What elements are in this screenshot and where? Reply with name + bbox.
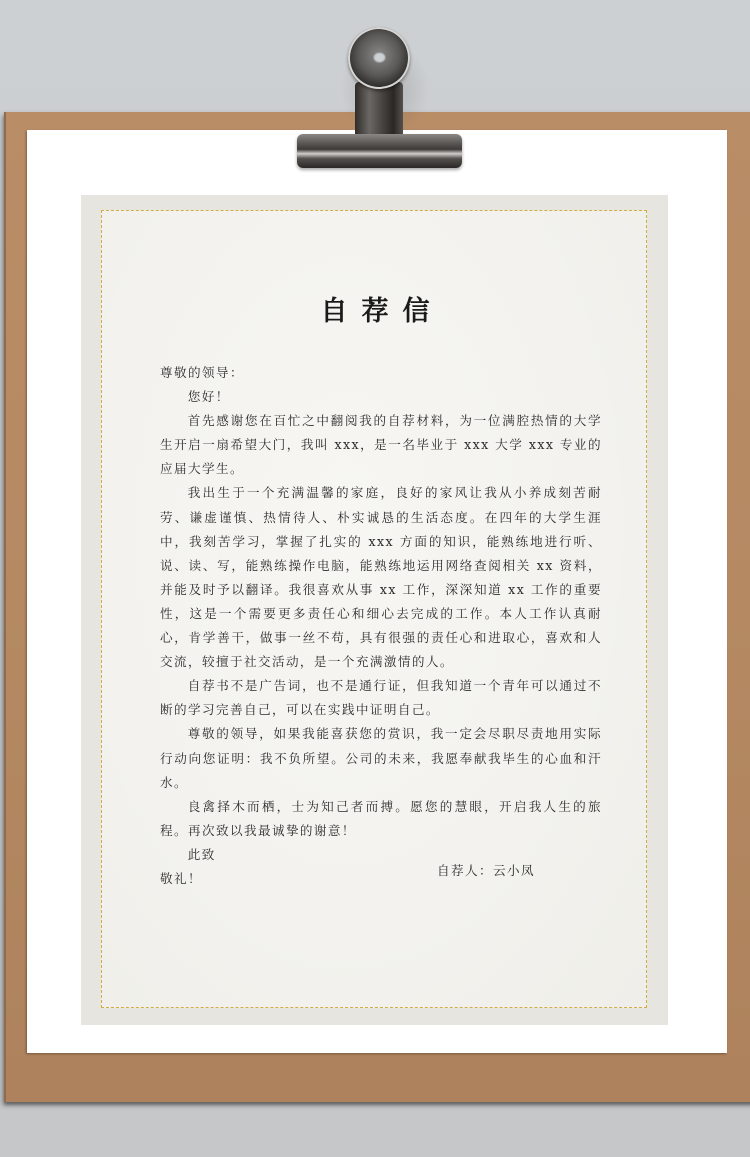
page-title: 自荐信	[320, 296, 444, 327]
closing-line-2: 敬礼！	[160, 870, 202, 886]
closing-line-1: 此致	[187, 846, 216, 862]
paragraph: 自荐书不是广告词，也不是通行证，但我知道一个青年可以通过不断的学习完善自己，可以在实践中证明自己。	[160, 678, 602, 718]
paragraph: 我出生于一个充满温馨的家庭，良好的家风让我从小养成刻苦耐劳、谦虚谨慎、热情待人、朴实诚恳的生活态度。在四年的大学生涯中，我刻苦学习，掌握了扎实的 xxx 方面的知识，能熟练地进行听、说、读、写，能熟练操作电脑，能熟练地运用网络查阅相关 xx 资料，并能及时予以翻译。我很喜欢从事 xx 工作，深深知道 xx 工作的重要性，这是一个需要更多责任心和细心去完成的工作。本人工作认真耐心，肯学善干，做事一丝不苟，具有很强的责任心和进取心，喜欢和人交流，较擅于社交活动，是一个充满激情的人。	[160, 485, 602, 670]
greeting: 您好！	[187, 389, 230, 405]
clip-hole	[373, 52, 386, 63]
letter-body	[160, 361, 602, 891]
clip-ring	[348, 27, 410, 89]
salutation: 尊敬的领导：	[160, 365, 244, 380]
paragraph: 良禽择木而栖，士为知己者而搏。愿您的慧眼，开启我人生的旅程。再次致以我最诚挚的谢意！	[160, 798, 602, 838]
paragraph: 首先感谢您在百忙之中翻阅我的自荐材料，为一位满腔热情的大学生开启一扇希望大门，我叫 xxx，是一名毕业于 xxx 大学 xxx 专业的应届大学生。	[160, 413, 602, 477]
paragraph: 尊敬的领导，如果我能喜获您的赏识，我一定会尽职尽责地用实际行动向您证明：我不负所望。公司的未来，我愿奉献我毕生的心血和汗水。	[160, 726, 602, 790]
signature: 自荐人：云小凤	[437, 863, 535, 878]
